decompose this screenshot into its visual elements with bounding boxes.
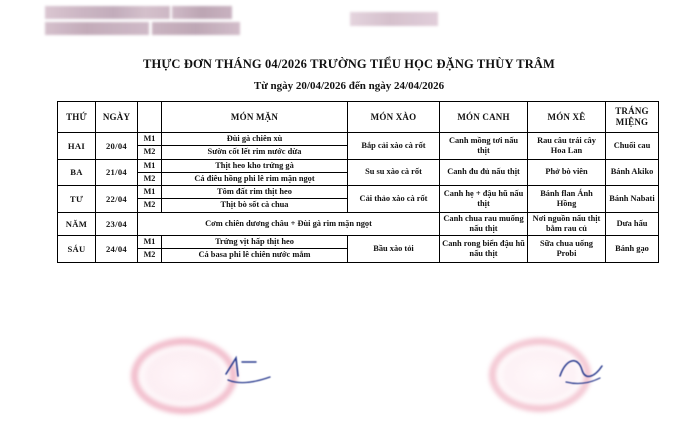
redacted-block-4 [152,22,240,35]
cell-trang-mieng: Bánh Nabati [606,186,659,213]
cell-day: SÁU [58,236,96,263]
header-trang-mieng: TRÁNG MIỆNG [606,102,659,133]
cell-date: 24/04 [96,236,138,263]
cell-date: 21/04 [96,159,138,186]
document-subtitle: Từ ngày 20/04/2026 đến ngày 24/04/2026 [253,80,445,92]
header-mon-xe: MÓN XÊ [528,102,606,133]
document-title: THỰC ĐƠN THÁNG 04/2026 TRƯỜNG TIỂU HỌC ĐẶNG THÙY TRÂM [142,57,556,71]
cell-mon-xao: Bầu xào tỏi [348,236,440,263]
cell-mon-man: Cơm chiên dương châu + Đùi gà rim mặn ngọt [138,212,440,236]
cell-mon-man: Tôm đất rim thịt heo [162,186,348,199]
cell-meal-code: M1 [138,159,162,172]
cell-date: 22/04 [96,186,138,213]
cell-trang-mieng: Dưa hấu [606,212,659,236]
cell-mon-canh: Canh rong biển đậu hũ nấu thịt [440,236,528,263]
signature-right [556,352,608,386]
cell-date: 20/04 [96,133,138,160]
cell-mon-xao: Cải thảo xào cà rốt [348,186,440,213]
cell-meal-code: M1 [138,133,162,146]
redacted-block-5 [350,12,438,26]
cell-mon-man: Trứng vịt hấp thịt heo [162,236,348,249]
cell-trang-mieng: Bánh gạo [606,236,659,263]
cell-meal-code: M1 [138,186,162,199]
cell-mon-xe: Nơi nguồn nấu thịt bằm rau củ [528,212,606,236]
cell-meal-code: M2 [138,249,162,262]
header-meal-code [138,102,162,133]
table-row [58,212,659,236]
table-row [58,186,659,199]
header-ngay: NGÀY [96,102,138,133]
cell-mon-man: Cá điêu hồng phi lê rim mặn ngọt [162,172,348,185]
cell-meal-code: M2 [138,172,162,185]
header-mon-canh: MÓN CANH [440,102,528,133]
cell-mon-canh: Canh hẹ + đậu hũ nấu thịt [440,186,528,213]
cell-date: 23/04 [96,212,138,236]
cell-mon-xe: Sữa chua uống Probi [528,236,606,263]
cell-mon-xao: Bắp cải xào cà rốt [348,133,440,160]
cell-mon-man: Thịt bò sốt cà chua [162,199,348,212]
cell-mon-xao: Su su xào cà rốt [348,159,440,186]
cell-mon-man: Cá basa phi lê chiên nước mắm [162,249,348,262]
cell-day: NĂM [58,212,96,236]
cell-mon-canh: Canh đu đủ nấu thịt [440,159,528,186]
cell-day: HAI [58,133,96,160]
table-row [58,236,659,249]
cell-meal-code: M1 [138,236,162,249]
cell-meal-code: M2 [138,199,162,212]
signature-left [222,352,278,386]
cell-day: BA [58,159,96,186]
cell-mon-canh: Canh chua rau muống nấu thịt [440,212,528,236]
weekly-menu-table [57,101,659,263]
redacted-block-2 [172,6,232,19]
cell-mon-man: Sườn cốt lết rim nước dừa [162,146,348,159]
cell-mon-xe: Phở bò viên [528,159,606,186]
cell-mon-man: Thịt heo kho trứng gà [162,159,348,172]
table-header-row [58,102,659,133]
cell-mon-man: Đùi gà chiên xù [162,133,348,146]
redacted-block-1 [45,6,170,19]
header-thu: THỨ [58,102,96,133]
cell-mon-canh: Canh mồng tơi nấu thịt [440,133,528,160]
redacted-letterhead [0,0,698,50]
header-mon-xao: MÓN XÀO [348,102,440,133]
redacted-block-3 [45,22,149,35]
cell-meal-code: M2 [138,146,162,159]
header-mon-man: MÓN MẶN [162,102,348,133]
table-row [58,159,659,172]
cell-mon-xe: Bánh flan Ánh Hồng [528,186,606,213]
cell-mon-xe: Rau câu trái cây Hoa Lan [528,133,606,160]
cell-trang-mieng: Chuối cau [606,133,659,160]
cell-trang-mieng: Bánh Akiko [606,159,659,186]
table-row [58,133,659,146]
cell-day: TƯ [58,186,96,213]
